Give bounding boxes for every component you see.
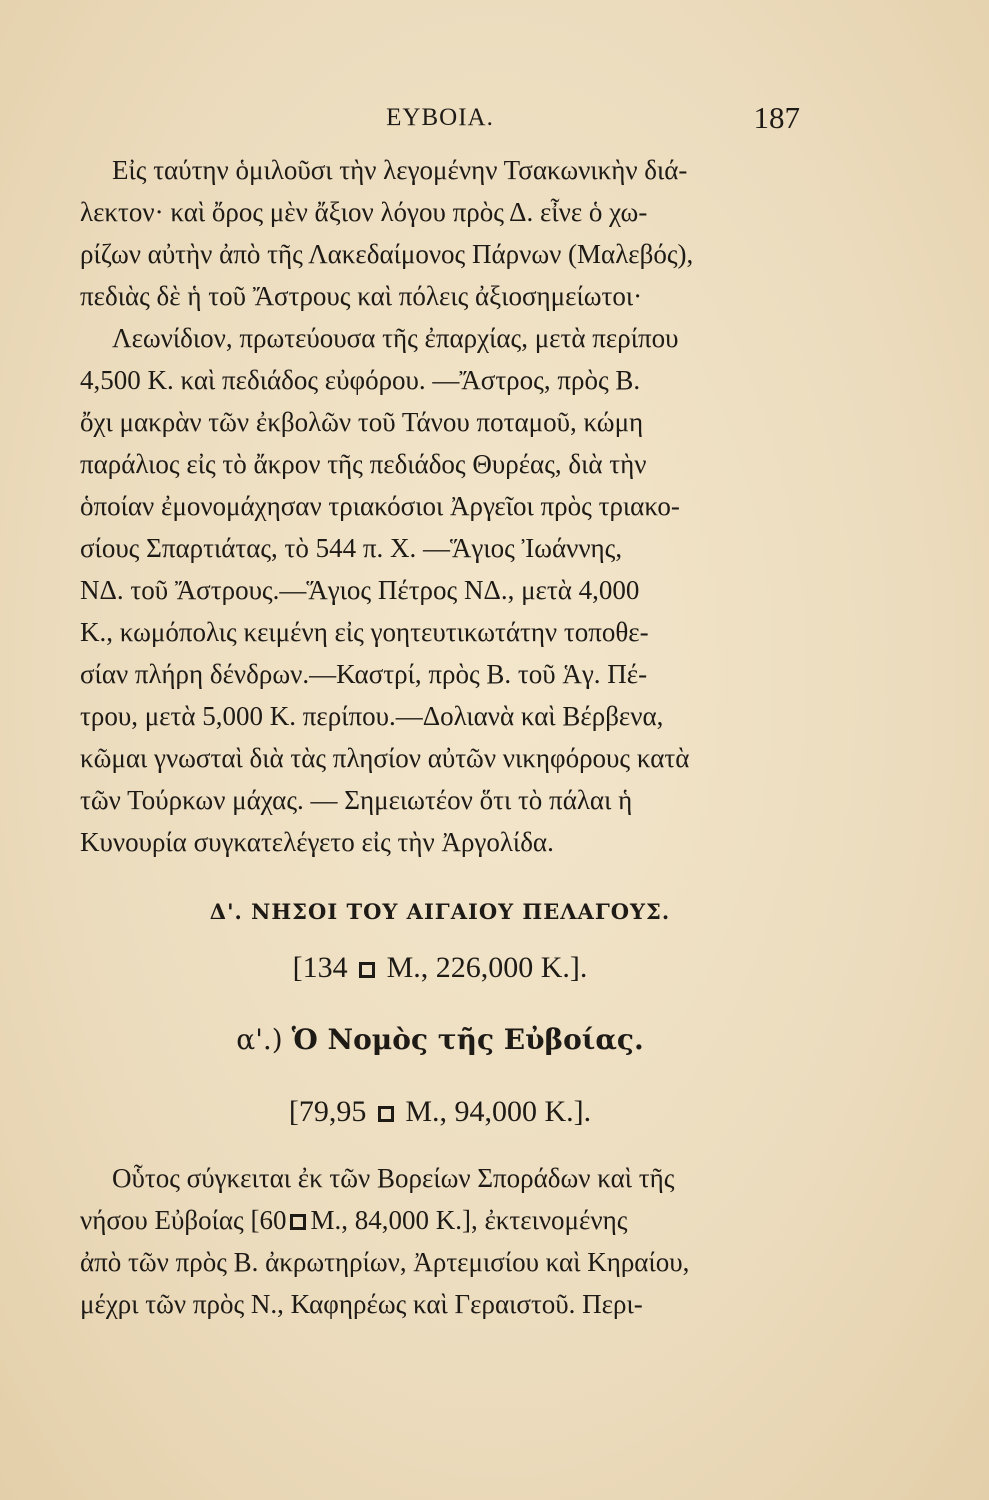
subsection-stats-population: Μ., 94,000 Κ.]. [405, 1095, 592, 1128]
text-line: Κυνουρία συγκατελέγετο εἰς τὴν Ἀργολίδα. [80, 827, 554, 857]
text-line: 4,500 Κ. καὶ πεδιάδος εὐφόρου. —Ἄστρος, πρὸς Β. [80, 365, 641, 395]
text-line: τρου, μετὰ 5,000 Κ. περίπου.—Δολιανὰ καὶ Βέρβενα, [80, 701, 664, 731]
page-header [80, 100, 800, 140]
text-fragment: νήσου Εὐβοίας [60 [80, 1205, 287, 1235]
text-line: μέχρι τῶν πρὸς Ν., Καφηρέως καὶ Γεραιστοῦ. Περι- [80, 1289, 643, 1319]
text-line: Εἰς ταύτην ὁμιλοῦσι τὴν λεγομένην Τσακωνικὴν διά- [112, 155, 688, 185]
text-line: ρίζων αὐτὴν ἀπὸ τῆς Λακεδαίμονος Πάρνων (Μαλεβός), [80, 239, 694, 269]
text-line: ὁποίαν ἐμονομάχησαν τριακόσιοι Ἀργεῖοι πρὸς τριακο- [80, 491, 680, 521]
square-icon [290, 1214, 306, 1230]
square-icon [359, 962, 375, 978]
section-stats-population: Μ., 226,000 Κ.]. [386, 951, 588, 984]
text-line: ΝΔ. τοῦ Ἄστρους.—Ἅγιος Πέτρος ΝΔ., μετὰ 4,000 [80, 575, 640, 605]
section-stats-area: [134 [292, 951, 348, 984]
square-icon [378, 1106, 394, 1122]
text-fragment: Μ., 84,000 Κ.], ἐκτεινομένης [310, 1205, 628, 1235]
text-line [80, 1200, 800, 1240]
page-number: 187 [753, 100, 800, 135]
text-line: κῶμαι γνωσταὶ διὰ τὰς πλησίον αὐτῶν νικηφόρους κατὰ [80, 743, 690, 773]
text-line: σίαν πλήρη δένδρων.—Καστρί, πρὸς Β. τοῦ Ἁγ. Πέ- [80, 659, 648, 689]
text-line: τῶν Τούρκων μάχας. — Σημειωτέον ὅτι τὸ πάλαι ἡ [80, 785, 633, 815]
subsection-title: Ὁ Νομὸς τῆς Εὐβοίας. [291, 1023, 644, 1056]
text-line: παράλιος εἰς τὸ ἄκρον τῆς πεδιάδος Θυρέας, διὰ τὴν [80, 449, 647, 479]
running-head: ΕΥΒΟΙΑ. [386, 104, 494, 131]
subsection-stats [80, 1092, 800, 1132]
text-line: ἀπὸ τῶν πρὸς Β. ἀκρωτηρίων, Ἀρτεμισίου καὶ Κηραίου, [80, 1247, 690, 1277]
subsection-heading [80, 1020, 800, 1060]
text-line: Οὗτος σύγκειται ἐκ τῶν Βορείων Σποράδων καὶ τῆς [112, 1163, 675, 1193]
text-line: πεδιὰς δὲ ἡ τοῦ Ἄστρους καὶ πόλεις ἀξιοσημείωτοι· [80, 281, 643, 311]
section-heading: Δ'. ΝΗΣΟΙ ΤΟΥ ΑΙΓΑΙΟΥ ΠΕΛΑΓΟΥΣ. [209, 899, 671, 924]
subsection-number: α'.) [236, 1023, 283, 1056]
text-line: ὄχι μακρὰν τῶν ἐκβολῶν τοῦ Τάνου ποταμοῦ, κώμη [80, 407, 644, 437]
text-line: σίους Σπαρτιάτας, τὸ 544 π. Χ. —Ἅγιος Ἰωάννης, [80, 533, 623, 563]
subsection-stats-area: [79,95 [288, 1095, 367, 1128]
text-line: Κ., κωμόπολις κειμένη εἰς γοητευτικωτάτην τοποθε- [80, 617, 649, 647]
text-line: λεκτον· καὶ ὄρος μὲν ἄξιον λόγου πρὸς Δ. εἶνε ὁ χω- [80, 197, 648, 227]
section-stats [80, 948, 800, 988]
text-line: Λεωνίδιον, πρωτεύουσα τῆς ἐπαρχίας, μετὰ περίπου [112, 323, 679, 353]
